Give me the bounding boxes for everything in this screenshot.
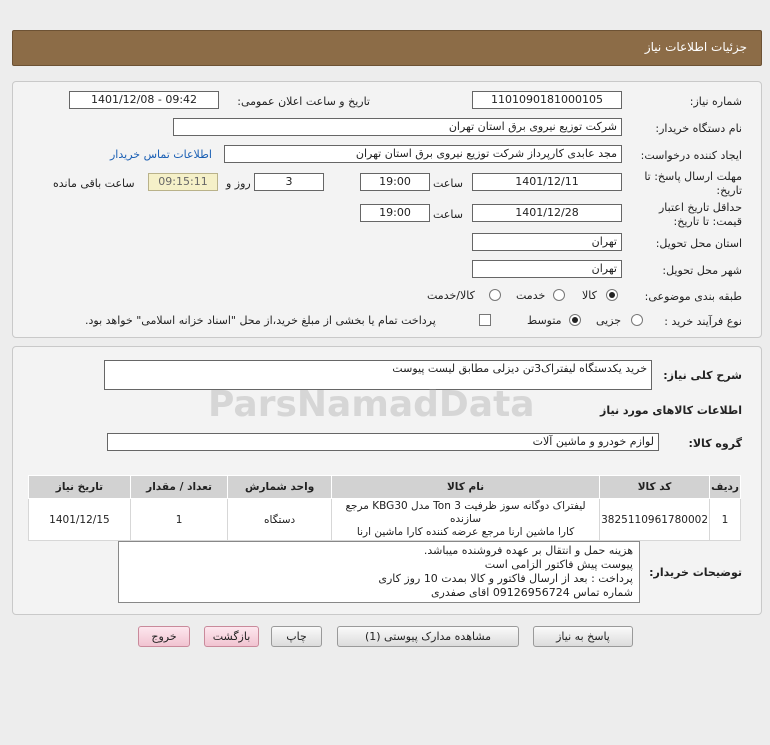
- buyer-label: نام دستگاه خریدار:: [655, 122, 742, 135]
- need-number-label: شماره نیاز:: [689, 95, 742, 108]
- city-field: تهران: [472, 260, 622, 278]
- col-qty: تعداد / مقدار: [130, 476, 227, 499]
- purchase-medium-label: متوسط: [527, 314, 562, 327]
- deadline-time-field: 19:00: [360, 173, 430, 191]
- category-goods-service-label: کالا/خدمت: [427, 289, 475, 302]
- validity-label-2: قیمت: تا تاریخ:: [673, 215, 742, 228]
- buyer-notes-box: [118, 541, 640, 603]
- treasury-payment-note: پرداخت تمام یا بخشی از مبلغ خرید،از محل "اسناد خزانه اسلامی" خواهد بود.: [85, 314, 436, 327]
- purchase-medium-radio[interactable]: [569, 314, 581, 326]
- col-unit: واحد شمارش: [228, 476, 332, 499]
- goods-group-label: گروه کالا:: [688, 437, 742, 450]
- summary-label: شرح کلی نیاز:: [663, 369, 742, 382]
- col-date: تاریخ نیاز: [29, 476, 131, 499]
- remaining-time-field: 09:15:11: [148, 173, 218, 191]
- category-label: طبقه بندی موضوعی:: [644, 290, 742, 303]
- city-label: شهر محل تحویل:: [662, 264, 742, 277]
- need-number-field: 1101090181000105: [472, 91, 622, 109]
- category-goods-radio[interactable]: [606, 289, 618, 301]
- row-name: [331, 499, 599, 541]
- creator-label: ایجاد کننده درخواست:: [640, 149, 742, 162]
- validity-label: حداقل تاریخ اعتبار: [658, 201, 742, 214]
- attachments-button[interactable]: مشاهده مدارک پیوستی (1): [337, 626, 519, 647]
- table-row: [29, 499, 741, 541]
- province-label: استان محل تحویل:: [655, 237, 742, 250]
- reply-button[interactable]: پاسخ به نیاز: [533, 626, 633, 647]
- back-button[interactable]: بازگشت: [204, 626, 259, 647]
- deadline-time-label: ساعت: [433, 177, 463, 190]
- purchase-type-label: نوع فرآیند خرید :: [664, 315, 742, 328]
- buyer-contact-link[interactable]: اطلاعات تماس خریدار: [110, 148, 212, 161]
- remaining-days-field: 3: [254, 173, 324, 191]
- treasury-payment-checkbox[interactable]: [479, 314, 491, 326]
- row-code: 3825110961780002: [600, 499, 710, 541]
- deadline-date-field: 1401/12/11: [472, 173, 622, 191]
- validity-date-field: 1401/12/28: [472, 204, 622, 222]
- print-button[interactable]: چاپ: [271, 626, 322, 647]
- col-code: کد کالا: [600, 476, 710, 499]
- deadline-label: مهلت ارسال پاسخ: تا: [644, 170, 742, 183]
- announce-date-label: تاریخ و ساعت اعلان عمومی:: [237, 95, 370, 108]
- validity-time-label: ساعت: [433, 208, 463, 221]
- category-goods-service-radio[interactable]: [489, 289, 501, 301]
- goods-table: [28, 475, 741, 541]
- page-title: جزئیات اطلاعات نیاز: [644, 40, 747, 54]
- row-name-line1: لیفتراک دوگانه سوز ظرفیت 3 Ton مدل KBG30 مرجع سازنده: [345, 500, 586, 525]
- col-index: ردیف: [710, 476, 741, 499]
- goods-section-title: اطلاعات کالاهای مورد نیاز: [600, 404, 742, 417]
- row-name-line2: کارا ماشین ارنا مرجع عرضه کننده کارا ماشین ارنا: [356, 526, 575, 538]
- exit-button[interactable]: خروج: [138, 626, 190, 647]
- category-service-radio[interactable]: [553, 289, 565, 301]
- validity-time-field: 19:00: [360, 204, 430, 222]
- purchase-minor-label: جزیی: [596, 314, 622, 327]
- province-field: تهران: [472, 233, 622, 251]
- purchase-minor-radio[interactable]: [631, 314, 643, 326]
- row-index: 1: [710, 499, 741, 541]
- category-goods-label: کالا: [582, 289, 597, 302]
- row-date: 1401/12/15: [29, 499, 131, 541]
- category-service-label: خدمت: [516, 289, 546, 302]
- page-header: [12, 30, 762, 66]
- col-name: نام کالا: [331, 476, 599, 499]
- buyer-field: شرکت توزیع نیروی برق استان تهران: [173, 118, 622, 136]
- buyer-notes-label: توضیحات خریدار:: [649, 566, 742, 579]
- goods-table-header: [29, 476, 741, 499]
- buyer-note-line: پرداخت : بعد از ارسال فاکتور و کالا بمدت 10 روز کاری: [378, 572, 633, 585]
- announce-date-field: 1401/12/08 - 09:42: [69, 91, 219, 109]
- row-unit: دستگاه: [228, 499, 332, 541]
- days-label: روز و: [226, 177, 251, 190]
- row-qty: 1: [130, 499, 227, 541]
- watermark-text: ParsNamadData: [208, 384, 535, 425]
- creator-field: مجد عابدی کارپرداز شرکت توزیع نیروی برق استان تهران: [224, 145, 622, 163]
- remaining-label: ساعت باقی مانده: [53, 177, 135, 190]
- buyer-note-line: پیوست پیش فاکتور الزامی است: [484, 558, 633, 571]
- summary-field: خرید یکدستگاه لیفتراک3تن دیزلی مطابق لیست پیوست: [104, 360, 652, 390]
- deadline-label-2: تاریخ:: [716, 184, 742, 197]
- buyer-note-line: هزینه حمل و انتقال بر عهده فروشنده میباشد.: [423, 544, 633, 557]
- goods-group-field: لوازم خودرو و ماشین آلات: [107, 433, 659, 451]
- buyer-note-line: شماره تماس 09126956724 اقای صفدری: [430, 586, 633, 599]
